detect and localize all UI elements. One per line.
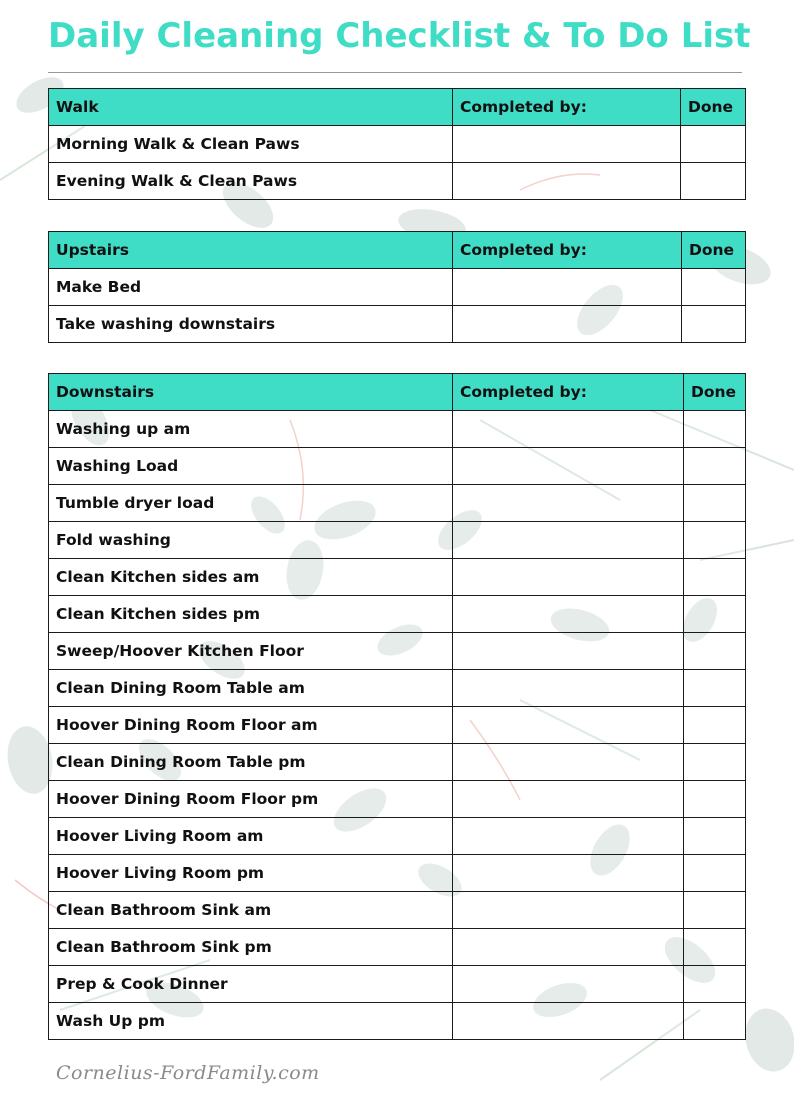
table-row	[49, 306, 746, 343]
table-row	[49, 559, 746, 596]
task-label: Hoover Living Room pm	[49, 855, 453, 892]
completed-by-cell[interactable]	[453, 707, 684, 744]
completed-by-cell[interactable]	[453, 892, 684, 929]
task-label: Wash Up pm	[49, 1003, 453, 1040]
done-checkbox-cell[interactable]	[684, 1003, 746, 1040]
done-checkbox-cell[interactable]	[684, 707, 746, 744]
upstairs-checklist-table	[48, 231, 746, 343]
completed-by-cell[interactable]	[453, 929, 684, 966]
completed-by-cell[interactable]	[453, 744, 684, 781]
completed-by-cell[interactable]	[453, 818, 684, 855]
table-header-row	[49, 374, 746, 411]
completed-by-header: Completed by:	[453, 232, 682, 269]
done-checkbox-cell[interactable]	[684, 855, 746, 892]
done-checkbox-cell[interactable]	[684, 744, 746, 781]
downstairs-checklist-table	[48, 373, 746, 1040]
table-row	[49, 744, 746, 781]
done-header: Done	[681, 89, 746, 126]
walk-checklist-table	[48, 88, 746, 200]
section-header: Upstairs	[49, 232, 453, 269]
table-row	[49, 966, 746, 1003]
table-row	[49, 163, 746, 200]
task-label: Washing Load	[49, 448, 453, 485]
task-label: Hoover Living Room am	[49, 818, 453, 855]
done-checkbox-cell[interactable]	[684, 522, 746, 559]
task-label: Prep & Cook Dinner	[49, 966, 453, 1003]
task-label: Clean Bathroom Sink am	[49, 892, 453, 929]
table-row	[49, 522, 746, 559]
table-row	[49, 633, 746, 670]
completed-by-cell[interactable]	[453, 448, 684, 485]
table-header-row	[49, 89, 746, 126]
task-label: Hoover Dining Room Floor am	[49, 707, 453, 744]
table-row	[49, 818, 746, 855]
done-checkbox-cell[interactable]	[684, 966, 746, 1003]
done-checkbox-cell[interactable]	[684, 559, 746, 596]
done-checkbox-cell[interactable]	[684, 596, 746, 633]
task-label: Make Bed	[49, 269, 453, 306]
completed-by-header: Completed by:	[453, 374, 684, 411]
completed-by-cell[interactable]	[453, 1003, 684, 1040]
task-label: Clean Dining Room Table am	[49, 670, 453, 707]
task-label: Clean Bathroom Sink pm	[49, 929, 453, 966]
table-row	[49, 1003, 746, 1040]
completed-by-cell[interactable]	[453, 269, 682, 306]
task-label: Morning Walk & Clean Paws	[49, 126, 453, 163]
completed-by-cell[interactable]	[453, 596, 684, 633]
task-label: Tumble dryer load	[49, 485, 453, 522]
page-title: Daily Cleaning Checklist & To Do List	[48, 16, 751, 56]
done-checkbox-cell[interactable]	[684, 670, 746, 707]
completed-by-cell[interactable]	[453, 522, 684, 559]
table-row	[49, 448, 746, 485]
table-row	[49, 707, 746, 744]
completed-by-cell[interactable]	[453, 485, 684, 522]
completed-by-cell[interactable]	[453, 966, 684, 1003]
section-header: Downstairs	[49, 374, 453, 411]
done-checkbox-cell[interactable]	[681, 163, 746, 200]
table-header-row	[49, 232, 746, 269]
done-checkbox-cell[interactable]	[684, 892, 746, 929]
footer-watermark: Cornelius-FordFamily.com	[56, 1062, 320, 1084]
task-label: Clean Kitchen sides pm	[49, 596, 453, 633]
completed-by-cell[interactable]	[453, 855, 684, 892]
table-row	[49, 892, 746, 929]
completed-by-cell[interactable]	[453, 781, 684, 818]
done-checkbox-cell[interactable]	[682, 269, 746, 306]
completed-by-cell[interactable]	[453, 670, 684, 707]
completed-by-cell[interactable]	[453, 559, 684, 596]
done-checkbox-cell[interactable]	[684, 448, 746, 485]
completed-by-cell[interactable]	[453, 126, 681, 163]
table-row	[49, 855, 746, 892]
completed-by-cell[interactable]	[453, 306, 682, 343]
task-label: Washing up am	[49, 411, 453, 448]
done-checkbox-cell[interactable]	[684, 411, 746, 448]
table-row	[49, 929, 746, 966]
task-label: Sweep/Hoover Kitchen Floor	[49, 633, 453, 670]
section-header: Walk	[49, 89, 453, 126]
done-checkbox-cell[interactable]	[684, 929, 746, 966]
table-row	[49, 411, 746, 448]
done-header: Done	[682, 232, 746, 269]
table-row	[49, 596, 746, 633]
done-header: Done	[684, 374, 746, 411]
task-label: Take washing downstairs	[49, 306, 453, 343]
task-label: Hoover Dining Room Floor pm	[49, 781, 453, 818]
task-label: Evening Walk & Clean Paws	[49, 163, 453, 200]
done-checkbox-cell[interactable]	[681, 126, 746, 163]
table-row	[49, 670, 746, 707]
completed-by-cell[interactable]	[453, 163, 681, 200]
completed-by-cell[interactable]	[453, 411, 684, 448]
table-row	[49, 485, 746, 522]
title-divider	[48, 72, 742, 73]
done-checkbox-cell[interactable]	[684, 818, 746, 855]
table-row	[49, 781, 746, 818]
done-checkbox-cell[interactable]	[682, 306, 746, 343]
completed-by-cell[interactable]	[453, 633, 684, 670]
task-label: Clean Dining Room Table pm	[49, 744, 453, 781]
done-checkbox-cell[interactable]	[684, 485, 746, 522]
task-label: Clean Kitchen sides am	[49, 559, 453, 596]
completed-by-header: Completed by:	[453, 89, 681, 126]
done-checkbox-cell[interactable]	[684, 633, 746, 670]
table-row	[49, 126, 746, 163]
task-label: Fold washing	[49, 522, 453, 559]
table-row	[49, 269, 746, 306]
done-checkbox-cell[interactable]	[684, 781, 746, 818]
